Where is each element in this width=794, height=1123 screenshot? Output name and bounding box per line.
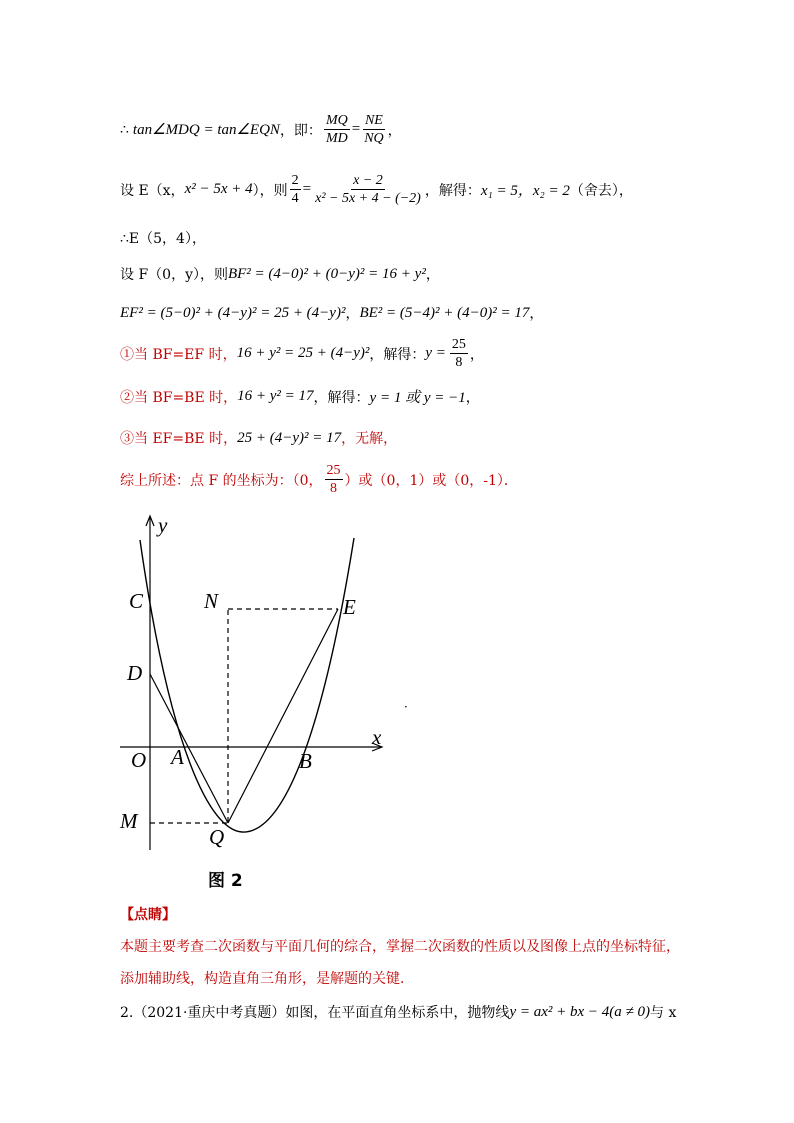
punctuation: ， bbox=[529, 306, 544, 322]
label-a: A bbox=[171, 745, 184, 769]
connector-text: ），则 bbox=[252, 182, 288, 199]
label-y: y bbox=[158, 513, 168, 537]
punctuation: ， bbox=[469, 346, 484, 363]
solution-line-3 bbox=[120, 228, 206, 248]
comment-text-2: 添加辅助线，构造直角三角形，是解题的关键． bbox=[120, 971, 414, 987]
punctuation: ， bbox=[425, 267, 440, 283]
label-n: N bbox=[204, 589, 219, 613]
label-o: O bbox=[131, 748, 147, 772]
tan-equation: tan∠MDQ = tan∠EQN bbox=[132, 122, 280, 138]
no-solution-text: ，无解， bbox=[341, 431, 398, 447]
be-squared-equation: BE² = (5−4)² + (4−0)² = 17 bbox=[359, 304, 530, 321]
discard-note: （舍去）， bbox=[569, 182, 633, 199]
label-e: E bbox=[343, 595, 356, 619]
fraction-numerator: x − 2 bbox=[353, 173, 383, 188]
solution-line-5 bbox=[120, 303, 543, 323]
comment-line-1 bbox=[120, 936, 680, 956]
comment-text-1: 本题主要考查二次函数与平面几何的综合，掌握二次函数的性质以及图像上点的坐标特征， bbox=[120, 939, 680, 955]
problem-2-text: 2.（2021·重庆中考真题）如图，在平面直角坐标系中，抛物线 bbox=[120, 1005, 510, 1021]
therefore-symbol: ∴ bbox=[120, 121, 129, 138]
label-x: x bbox=[372, 725, 382, 749]
fraction-denominator: 8 bbox=[455, 355, 463, 370]
problem-2-line bbox=[120, 1002, 676, 1022]
equals-sign: = bbox=[351, 121, 361, 137]
fraction-denominator: 8 bbox=[330, 481, 338, 496]
fraction-ne-nq bbox=[362, 112, 385, 147]
ef-squared-equation: EF² = (5−0)² + (4−y)² = 25 + (4−y)² bbox=[120, 304, 346, 321]
polynomial-expression: x² − 5x + 4 bbox=[184, 181, 253, 197]
label-b: B bbox=[299, 749, 312, 773]
fraction-2-4 bbox=[290, 172, 301, 207]
punctuation: ， bbox=[387, 122, 402, 139]
solution-line-1 bbox=[120, 112, 402, 147]
fraction-x-expression bbox=[313, 172, 423, 207]
fraction-numerator: 25 bbox=[326, 463, 341, 478]
line-d-q bbox=[150, 674, 228, 823]
y-variable: y = bbox=[425, 345, 446, 361]
case-3-equation: 25 + (4−y)² = 17 bbox=[237, 429, 342, 446]
label-c: C bbox=[129, 589, 144, 613]
figure-2-diagram bbox=[110, 510, 400, 870]
parabola-equation: y = ax² + bx − 4(a ≠ 0) bbox=[509, 1003, 650, 1020]
fraction-numerator: 25 bbox=[451, 337, 466, 352]
punctuation: ， bbox=[345, 306, 360, 322]
equals-sign: = bbox=[302, 181, 312, 197]
fraction-25-8-conclusion bbox=[325, 462, 343, 497]
fraction-numerator: NE bbox=[364, 113, 383, 128]
case-2-solution: y = 1 或 y = −1 bbox=[369, 390, 466, 406]
solution-line-9 bbox=[120, 462, 518, 497]
line-q-e bbox=[228, 609, 338, 823]
stray-dot: · bbox=[404, 700, 408, 714]
case-2-text: ②当 BF=BE 时， bbox=[120, 389, 238, 406]
conclusion-text: 综上所述：点 F 的坐标为：（0， bbox=[120, 472, 323, 489]
solution-line-2 bbox=[120, 172, 633, 207]
parabola-curve bbox=[140, 538, 354, 832]
comment-heading bbox=[120, 904, 176, 924]
label-q: Q bbox=[209, 825, 225, 849]
solution-line-4 bbox=[120, 264, 440, 284]
fraction-denominator: 4 bbox=[291, 191, 299, 206]
fraction-denominator: MD bbox=[325, 131, 348, 146]
comment-line-2 bbox=[120, 968, 414, 988]
solution-line-7 bbox=[120, 386, 480, 407]
bf-squared-equation: BF² = (4−0)² + (0−y)² = 16 + y² bbox=[227, 265, 426, 282]
solution-values: x₁ = 5，x₂ = 2 bbox=[480, 183, 570, 199]
solution-line-6 bbox=[120, 336, 484, 371]
fraction-numerator: 2 bbox=[291, 173, 299, 188]
fraction-numerator: MQ bbox=[325, 113, 348, 128]
figure-caption: 图 2 bbox=[208, 871, 243, 891]
fraction-25-8 bbox=[450, 336, 468, 371]
fraction-denominator: NQ bbox=[364, 131, 384, 146]
connector-text: ，解得： bbox=[369, 346, 426, 363]
label-d: D bbox=[127, 661, 143, 685]
fraction-mq-md bbox=[324, 112, 350, 147]
connector-text: ，解得： bbox=[424, 182, 481, 199]
comment-heading-text: 【点睛】 bbox=[120, 907, 176, 923]
set-point-f-text: 设 F（0，y），则 bbox=[120, 267, 228, 283]
case-1-text: ①当 BF=EF 时， bbox=[120, 346, 237, 363]
case-3-text: ③当 EF=BE 时， bbox=[120, 431, 238, 447]
connector-text: ，即： bbox=[279, 122, 322, 139]
fraction-denominator: x² − 5x + 4 − (−2) bbox=[315, 191, 421, 206]
problem-2-continuation: 与 x bbox=[650, 1005, 677, 1021]
case-1-equation: 16 + y² = 25 + (4−y)² bbox=[236, 345, 370, 361]
label-m: M bbox=[120, 809, 138, 833]
solution-line-8 bbox=[120, 428, 397, 448]
set-point-e-text: 设 E（x， bbox=[120, 182, 185, 199]
conclusion-coordinates: ）或（0，1）或（0，-1）． bbox=[344, 472, 518, 489]
punctuation: ， bbox=[465, 389, 480, 406]
connector-text: ，解得： bbox=[313, 389, 370, 406]
point-e-result: ∴E（5，4）， bbox=[120, 231, 206, 247]
case-2-equation: 16 + y² = 17 bbox=[237, 388, 314, 404]
